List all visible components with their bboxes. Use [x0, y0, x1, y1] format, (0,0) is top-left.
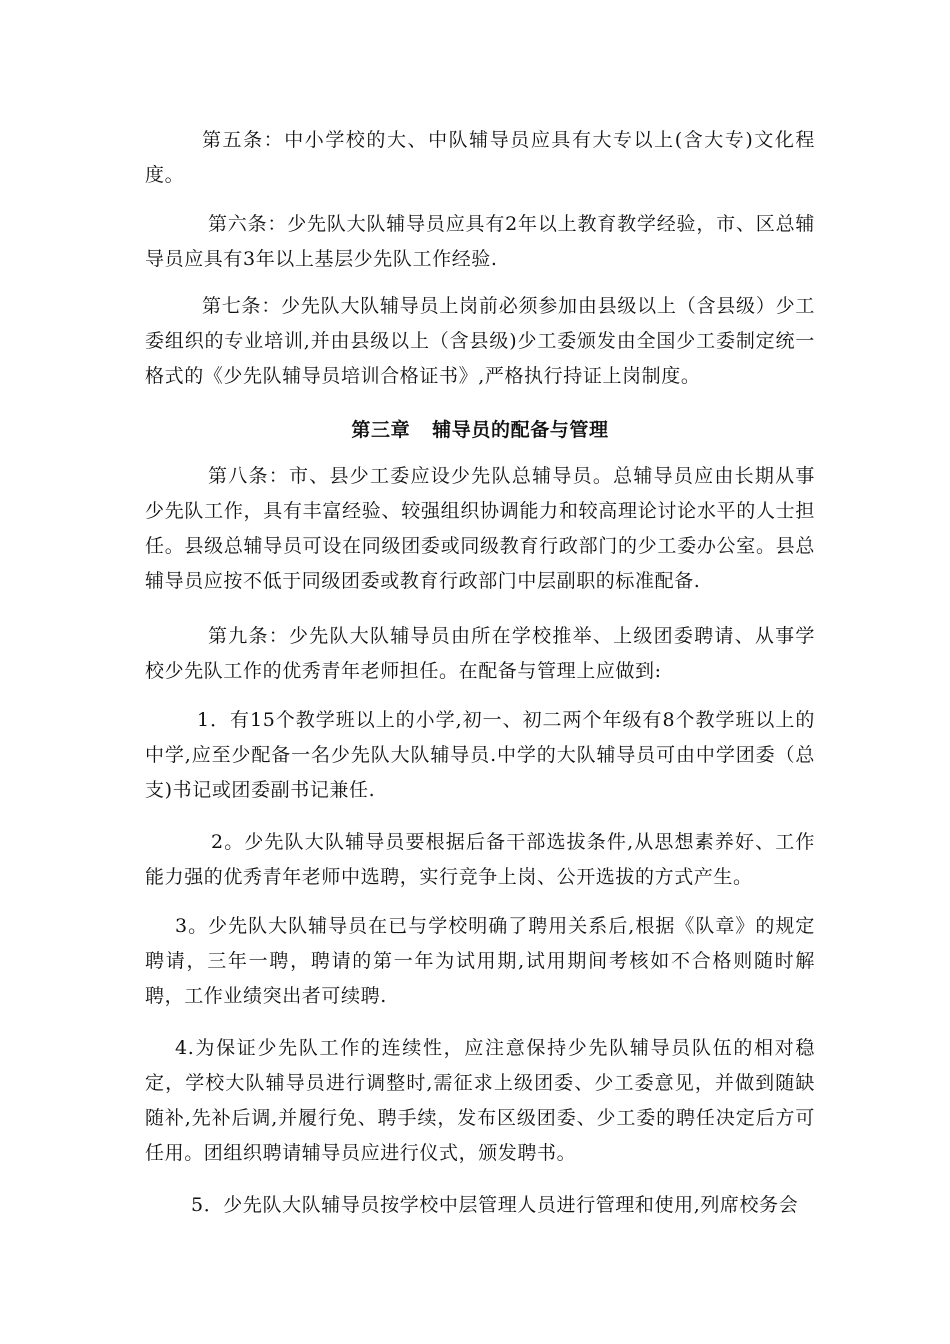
list-item-2: 2。少先队大队辅导员要根据后备干部选拔条件,从思想素养好、工作能力强的优秀青年老师中选聘，实行竞争上岗、公开选拔的方式产生。 — [145, 831, 815, 888]
list-item-3: 3。少先队大队辅导员在已与学校明确了聘用关系后,根据《队章》的规定聘请，三年一聘，聘请的第一年为试用期,试用期间考核如不合格则随时解聘，工作业绩突出者可续聘. — [145, 915, 815, 1007]
article-7-paragraph: 第七条：少先队大队辅导员上岗前必须参加由县级以上（含县级）少工委组织的专业培训,并由县级以上（含县级)少工委颁发由全国少工委制定统一格式的《少先队辅导员培训合格证书》,严格执行持证上岗制度。 — [145, 295, 815, 387]
chapter-number: 第三章 — [351, 419, 411, 441]
chapter-heading — [145, 413, 815, 448]
list-item-1: 1．有15个教学班以上的小学,初一、初二两个年级有8个教学班以上的中学,应至少配备一名少先队大队辅导员.中学的大队辅导员可由中学团委（总支)书记或团委副书记兼任. — [145, 709, 815, 801]
chapter-title: 辅导员的配备与管理 — [432, 419, 609, 441]
article-6-paragraph: 第六条：少先队大队辅导员应具有2年以上教育教学经验，市、区总辅导员应具有3年以上基层少先队工作经验. — [145, 213, 815, 270]
article-5-paragraph: 第五条：中小学校的大、中队辅导员应具有大专以上(含大专)文化程度。 — [145, 129, 815, 186]
list-item-5: 5．少先队大队辅导员按学校中层管理人员进行管理和使用,列席校务会 — [191, 1194, 799, 1216]
list-item-4: 4.为保证少先队工作的连续性，应注意保持少先队辅导员队伍的相对稳定，学校大队辅导员进行调整时,需征求上级团委、少工委意见，并做到随缺随补,先补后调,并履行免、聘手续，发布区级团委、少工委的聘任决定后方可任用。团组织聘请辅导员应进行仪式，颁发聘书。 — [145, 1037, 815, 1164]
article-8-paragraph: 第八条：市、县少工委应设少先队总辅导员。总辅导员应由长期从事少先队工作，具有丰富经验、较强组织协调能力和较高理论讨论水平的人士担任。县级总辅导员可设在同级团委或同级教育行政部门的少工委办公室。县总辅导员应按不低于同级团委或教育行政部门中层副职的标准配备. — [145, 465, 815, 592]
article-9-paragraph: 第九条：少先队大队辅导员由所在学校推举、上级团委聘请、从事学校少先队工作的优秀青年老师担任。在配备与管理上应做到: — [145, 625, 815, 682]
